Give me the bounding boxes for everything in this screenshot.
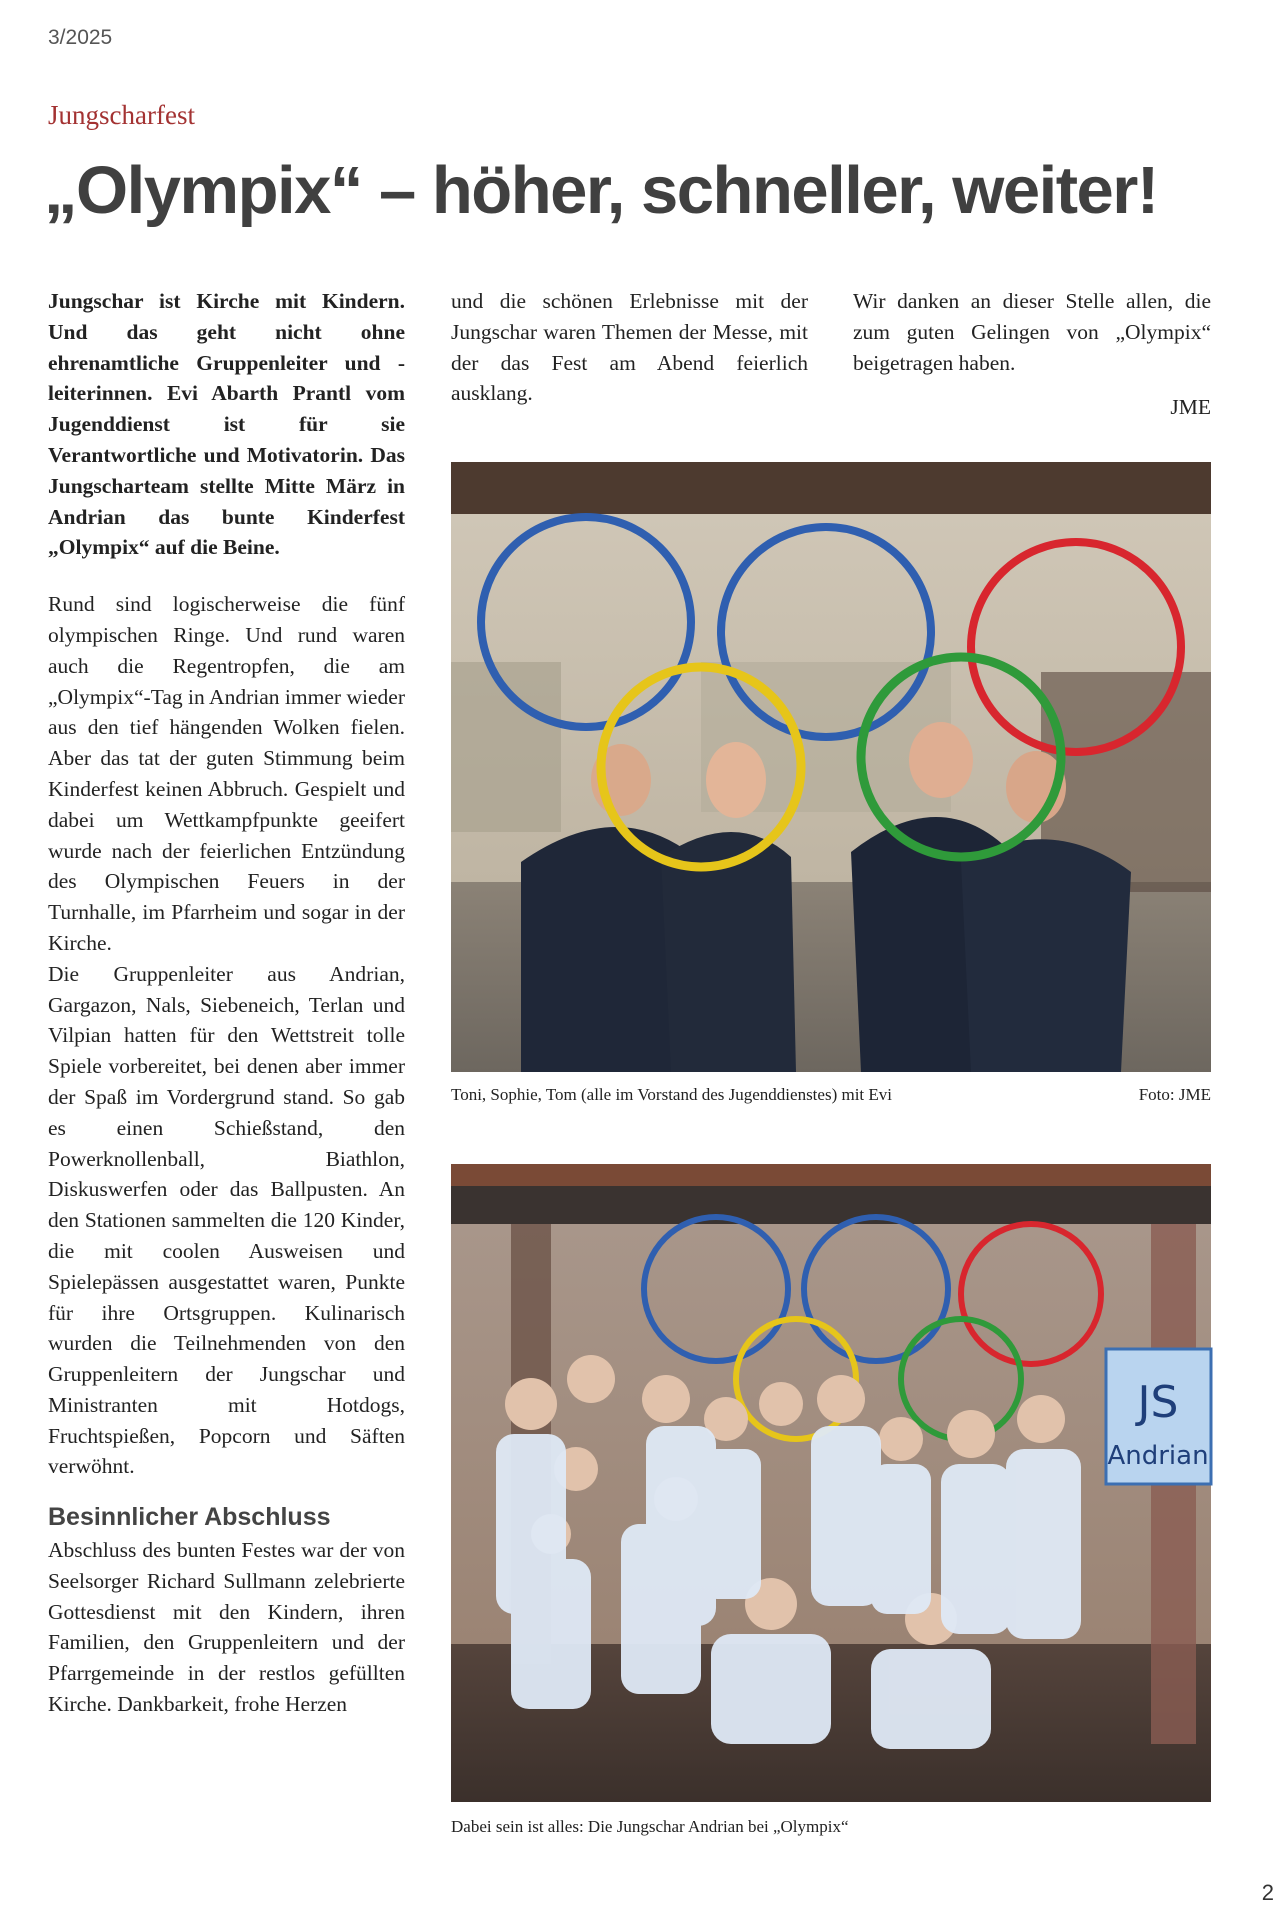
- section-kicker: Jungscharfest: [48, 100, 195, 130]
- text-column-2: [451, 286, 808, 409]
- photo-2-caption-text: Dabei sein ist alles: Die Jungschar Andrian bei „Olympix“: [451, 1817, 849, 1836]
- photo-1-caption: [451, 1085, 1211, 1105]
- banner-js: JS: [1137, 1377, 1179, 1428]
- photo-credit: Foto: JME: [1138, 1085, 1211, 1104]
- article-headline: „Olympix“ – höher, schneller, weiter!: [44, 153, 1158, 228]
- ring-blue-left: [481, 517, 691, 727]
- body-paragraph-1: Rund sind logischerweise die fünf olympischen Ringe. Und rund waren auch die Regentropfen, die am „Olympix“-Tag in Andrian immer wieder aus den tief hängenden Wolken fielen. Aber das tat der guten Stimmung beim Kinderfest keinen Abbruch. Gespielt und dabei um Wettkampfpunkte geeifert wurde nach der feierlichen Entzündung des Olympischen Feuers in der Turnhalle, im Pfarrheim und sogar in der Kirche.: [48, 592, 405, 955]
- text-column-1: [48, 286, 405, 1720]
- article-lead: Jungschar ist Kirche mit Kindern. Und das geht nicht ohne ehrenamtliche Gruppenleiter und -leiterinnen. Evi Abarth Prantl vom Jugenddienst ist für sie Verantwortliche und Motivatorin. Das Jungscharteam stellte Mitte März in Andrian das bunte Kinderfest „Olympix“ auf die Beine.: [48, 289, 405, 560]
- photo-group-with-rings: [451, 462, 1211, 1072]
- issue-date: 3/2025: [48, 26, 113, 49]
- body-paragraph-5: Wir danken an dieser Stelle allen, die zum guten Gelingen von „Olympix“ beigetragen haben.: [853, 289, 1211, 375]
- photo-1-caption-text: Toni, Sophie, Tom (alle im Vorstand des Jugenddienstes) mit Evi: [451, 1085, 893, 1104]
- body-paragraph-3: Abschluss des bunten Festes war der von Seelsorger Richard Sullmann zelebrierte Gottesdienst mit den Kindern, ihren Familien, den Gruppenleitern und der Pfarrgemeinde in der restlos gefüllten Kirche. Dankbarkeit, frohe Herzen: [48, 1538, 405, 1717]
- subheading: Besinnlicher Abschluss: [48, 1503, 331, 1532]
- body-paragraph-4: und die schönen Erlebnisse mit der Jungschar waren Themen der Messe, mit der das Fest am Abend feierlich ausklang.: [451, 289, 808, 406]
- photo-illustration-1: [451, 462, 1211, 1072]
- page-number: 2: [1261, 1880, 1274, 1905]
- text-column-3: [853, 286, 1211, 423]
- body-paragraph-2: Die Gruppenleiter aus Andrian, Gargazon, Nals, Siebeneich, Terlan und Vilpian hatten für den Wettstreit tolle Spiele vorbereitet, bei denen aber immer der Spaß im Vordergrund stand. So gab es einen Schießstand, den Powerknollenball, Biathlon, Diskuswerfen oder das Ballpusten. An den Stationen sammelten die 120 Kinder, die mit coolen Ausweisen und Spielepässen ausgestattet waren, Punkte für ihre Ortsgruppen. Kulinarisch wurden die Teilnehmenden von den Gruppenleitern der Jungschar und Ministranten mit Hotdogs, Fruchtspießen, Popcorn und Säften verwöhnt.: [48, 961, 405, 1479]
- photo-illustration-2: [451, 1164, 1211, 1802]
- photo-2-caption: [451, 1817, 1211, 1837]
- author-signature: JME: [1170, 395, 1211, 420]
- photo-children-group: [451, 1164, 1211, 1802]
- banner-andrian: Andrian: [1107, 1441, 1209, 1471]
